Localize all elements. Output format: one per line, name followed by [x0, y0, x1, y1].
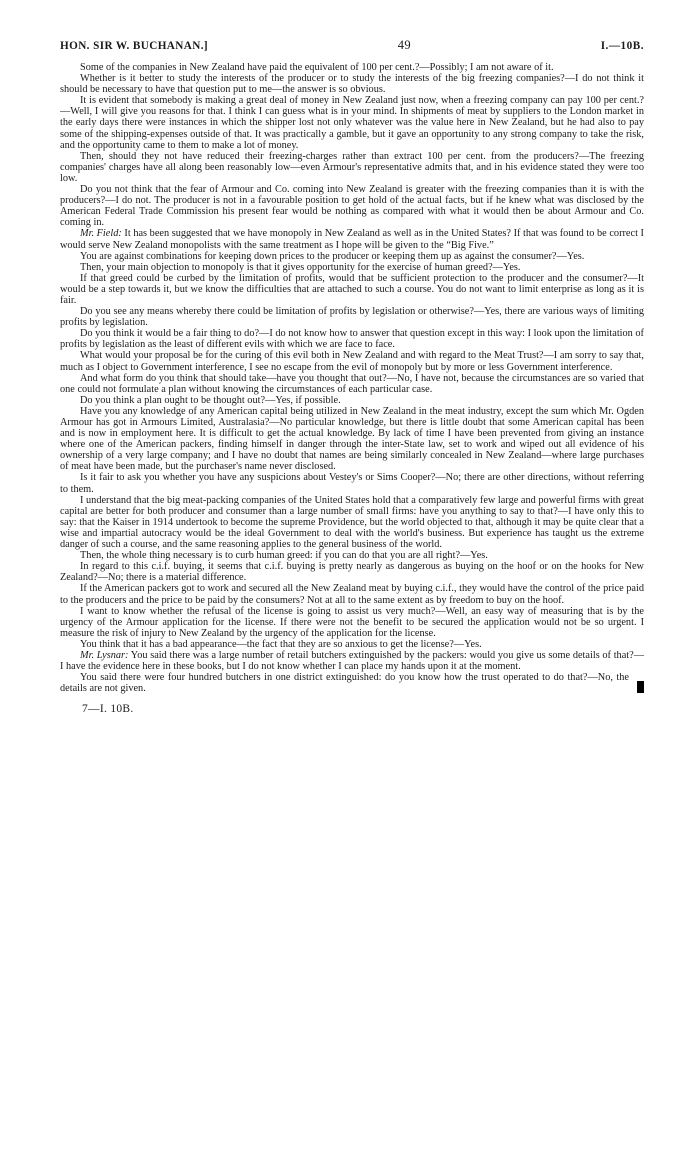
paragraph-text: You think that it has a bad appearance—the fact that they are so anxious to get the license?—Yes. — [80, 638, 482, 650]
paragraph-text: Do you not think that the fear of Armour and Co. coming into New Zealand is greater with the freezing companies than it is with the producers?—I do not. The producer is not in a favourable position to get hold of the actual facts, but if he knew what was disclosed by the American Federal Trade Commission his present fear would be nothing as compared with what it would then be about Armour and Co. coming in. — [60, 184, 644, 229]
paragraph-text: Do you think it would be a fair thing to do?—I do not know how to answer that question except in this way: I look upon the limitation of profits by legislation as the least of different evils with which we are face to face. — [60, 328, 644, 351]
paragraph — [60, 472, 644, 494]
paragraph — [60, 350, 644, 372]
header-speaker: HON. SIR W. BUCHANAN.] — [60, 40, 209, 52]
paragraph — [60, 373, 644, 395]
end-block-mark — [637, 681, 644, 693]
document-body — [60, 62, 644, 672]
paragraph-text: Some of the companies in New Zealand have paid the equivalent of 100 per cent.?—Possibly; I am not aware of it. — [80, 62, 554, 73]
paragraph — [60, 328, 644, 350]
paragraph — [60, 184, 644, 228]
paragraph-text: And what form do you think that should take—have you thought that out?—No, I have not, because the circumstances are so varied that one could not formulate a plan without knowing the circumstances of each particular case. — [60, 372, 644, 395]
paragraph — [60, 306, 644, 328]
document-reference: I.—10B. — [600, 40, 644, 52]
paragraph — [60, 650, 644, 672]
paragraph-text: If the American packers got to work and secured all the New Zealand meat by buying c.i.f., they would have the control of the price paid to the producers and the price to be paid by the consumers? Not at all to the same extent as by freedom to buy on the hoof. — [60, 583, 644, 606]
closing-paragraph-row — [60, 672, 644, 694]
document-page — [60, 38, 644, 715]
paragraph — [60, 273, 644, 306]
paragraph-text: Have you any knowledge of any American capital being utilized in New Zealand in the meat industry, except the sum which Mr. Ogden Armour has got in Armours Limited, Australasia?—No particular knowledge, but there is little doubt that some American capital has been and is now in employment here. It is difficult to get the actual knowledge. By lack of time I have been prevented from giving an instance where one of the American packers, finding himself in danger through the inter-State law, set to work and wiped out all evidence of his ownership of a very large company; and I have no doubt that names are being similarly concealed in New Zealand—where large purchases of meat have been made, but the purchaser's name never disclosed. — [60, 405, 644, 473]
paragraph-text: I understand that the big meat-packing companies of the United States hold that a comparatively few large and powerful firms with great capital are better for both producer and consumer than a large number of small firms: have you anything to say to that?—I have only this to say: that the Kaiser in 1914 undertook to become the supreme Providence, but the world objected to that, although it may be quite clear that a wise and impartial autocracy would be the ideal Government to deal with the world's business. But experience has taught us the extreme danger of such a course, and the same reasoning applies to the general business of the world. — [60, 494, 644, 551]
paragraph — [60, 228, 644, 250]
paragraph — [60, 251, 644, 262]
paragraph-text: Whether is it better to study the interests of the producer or to study the interests of the big freezing companies?—I do not think it should be necessary to have that question put to me—the answer is so obvious. — [60, 73, 644, 96]
speaker-name: Mr. Lysnar: — [80, 649, 129, 661]
paragraph — [60, 95, 644, 150]
paragraph — [60, 62, 644, 73]
paragraph-text: Then, your main objection to monopoly is that it gives opportunity for the exercise of human greed?—Yes. — [80, 261, 521, 273]
paragraph — [60, 561, 644, 583]
paragraph — [60, 583, 644, 605]
speaker-name: Mr. Field: — [80, 228, 122, 240]
paragraph — [60, 495, 644, 550]
paragraph — [60, 395, 644, 406]
paragraph-text: Do you think a plan ought to be thought out?—Yes, if possible. — [80, 394, 341, 406]
page-number: 49 — [397, 38, 412, 52]
paragraph-text: Do you see any means whereby there could be limitation of profits by legislation or otherwise?—Yes, there are various ways of limiting profits by legislation. — [60, 306, 644, 329]
paragraph-last: You said there were four hundred butchers in one district extinguished: do you know how the trust operated to do that?—No, the details are not given. — [60, 672, 629, 695]
paragraph-text: Is it fair to ask you whether you have any suspicions about Vestey's or Sims Cooper?—No; there are other directions, without referring to them. — [60, 472, 644, 495]
paragraph — [60, 639, 644, 650]
paragraph-text: What would your proposal be for the curing of this evil both in New Zealand and with regard to the Meat Trust?—I am sorry to say that, much as I object to Government interference, I see no escape from the evil of monopoly but by more or less Government interference. — [60, 350, 644, 373]
paragraph-text: You said there was a large number of retail butchers extinguished by the packers: would you give us some details of that?—I have the evidence here in these books, but I do not know whether I can place my hands upon it at the moment. — [60, 649, 645, 673]
paragraph — [60, 151, 644, 184]
paragraph — [60, 606, 644, 639]
paragraph-text: Then, should they not have reduced their freezing-charges rather than extract 100 per cent. from the producers?—The freezing companies' charges have all along been reasonably low—even Armour's representative admits that, and in his evidence stated they were too low. — [60, 150, 644, 184]
page-header — [60, 38, 644, 53]
paragraph-text: It is evident that somebody is making a great deal of money in New Zealand just now, when a freezing company can pay 100 per cent.?—Well, I will give you reasons for that. I think I can guess what is in your mind. In shipments of meat by suppliers to the London market in the early days there were instances in which the shipper lost not only whatever was the value here in New Zealand, but he had also to pay some of the shipping-expenses outside of that. It was practically a gamble, but it gave an opportunity to any strong company to take the risk, and the opportunity came to them to make a lot of money. — [60, 95, 644, 151]
paragraph — [60, 550, 644, 561]
page-signature: 7—I. 10B. — [82, 703, 134, 716]
paragraph-text: It has been suggested that we have monopoly in New Zealand as well as in the United States? If that was found to be correct I would serve New Zealand monopolists with the same treatment as I hope will be given to the “Big Five.” — [60, 228, 644, 251]
paragraph — [60, 406, 644, 473]
paragraph — [60, 262, 644, 273]
paragraph-text: Then, the whole thing necessary is to curb human greed: if you can do that you are all right?—Yes. — [80, 550, 488, 562]
paragraph-text: If that greed could be curbed by the limitation of profits, would that be sufficient protection to the producer and the consumer?—It would be a step towards it, but we know the difficulties that are attached to such a course. You do not want to limit enterprise as long as it is fair. — [60, 272, 644, 306]
paragraph-text: I want to know whether the refusal of the license is going to assist us very much?—Well, an easy way of measuring that is by the urgency of the Armour application for the license. If there were not the benefit to be secured the application would not be so urgent. I measure the risk of injury to New Zealand by the urgency of the application for the license. — [60, 605, 644, 639]
paragraph-text: You are against combinations for keeping down prices to the producer or keeping them up as against the consumer?—Yes. — [80, 250, 585, 262]
paragraph-text: In regard to this c.i.f. buying, it seems that c.i.f. buying is pretty nearly as dangerous as buying on the hoof or on the hooks for New Zealand?—No; there is a material difference. — [60, 561, 644, 584]
paragraph — [60, 73, 644, 95]
